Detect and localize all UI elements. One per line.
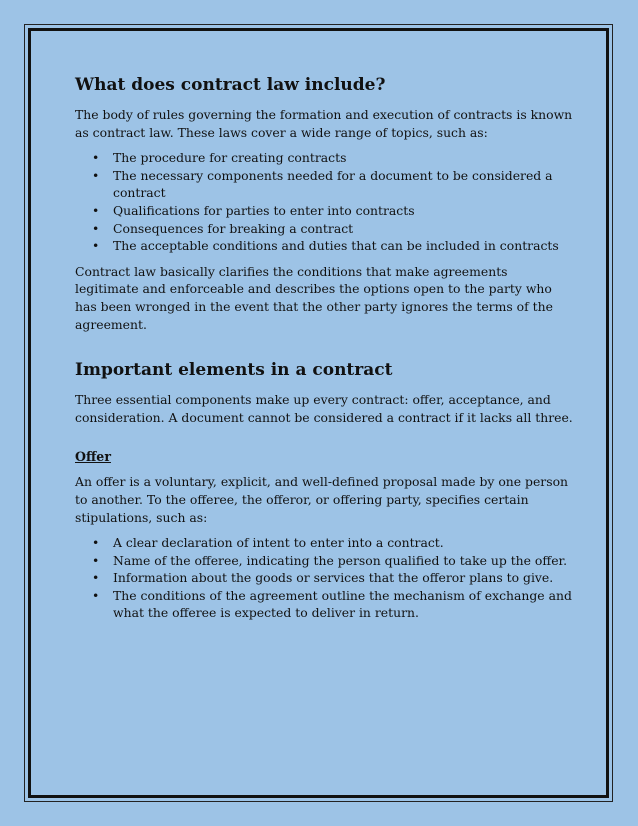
section-intro-paragraph: The body of rules governing the formation and execution of contracts is known as contract law. These laws cover a wide range of topics, such as: (75, 107, 573, 140)
document-body (75, 74, 575, 630)
contract-law-topics-list (75, 149, 575, 255)
list-item: • The acceptable conditions and duties that can be included in contracts (113, 237, 575, 255)
subheading-offer: Offer (75, 449, 111, 465)
offer-intro-paragraph: An offer is a voluntary, explicit, and well-defined proposal made by one person to another. To the offeree, the offeror, or offering party, specifies certain stipulations, such as: (75, 474, 569, 525)
list-item: • Information about the goods or services that the offeror plans to give. (113, 569, 575, 587)
list-item: • Name of the offeree, indicating the person qualified to take up the offer. (113, 552, 575, 570)
list-item: • A clear declaration of intent to enter into a contract. (113, 534, 575, 552)
section-closing-paragraph: Contract law basically clarifies the conditions that make agreements legitimate and enforceable and describes the options open to the party who has been wronged in the event that the other party ignores the terms of the agreement. (75, 263, 553, 332)
list-item: • Qualifications for parties to enter into contracts (113, 202, 575, 220)
offer-stipulations-list (75, 534, 575, 622)
list-item: • The procedure for creating contracts (113, 149, 575, 167)
section-heading-contract-law: What does contract law include? (75, 75, 386, 95)
list-item: • Consequences for breaking a contract (113, 220, 575, 238)
section-heading-important-elements: Important elements in a contract (75, 360, 393, 381)
list-item: • The conditions of the agreement outline the mechanism of exchange and what the offeree is expected to deliver in return. (113, 587, 575, 622)
list-item: • The necessary components needed for a document to be considered a contract (113, 167, 575, 202)
elements-intro-paragraph: Three essential components make up every contract: offer, acceptance, and consideration. A document cannot be considered a contract if it lacks all three. (75, 392, 573, 425)
